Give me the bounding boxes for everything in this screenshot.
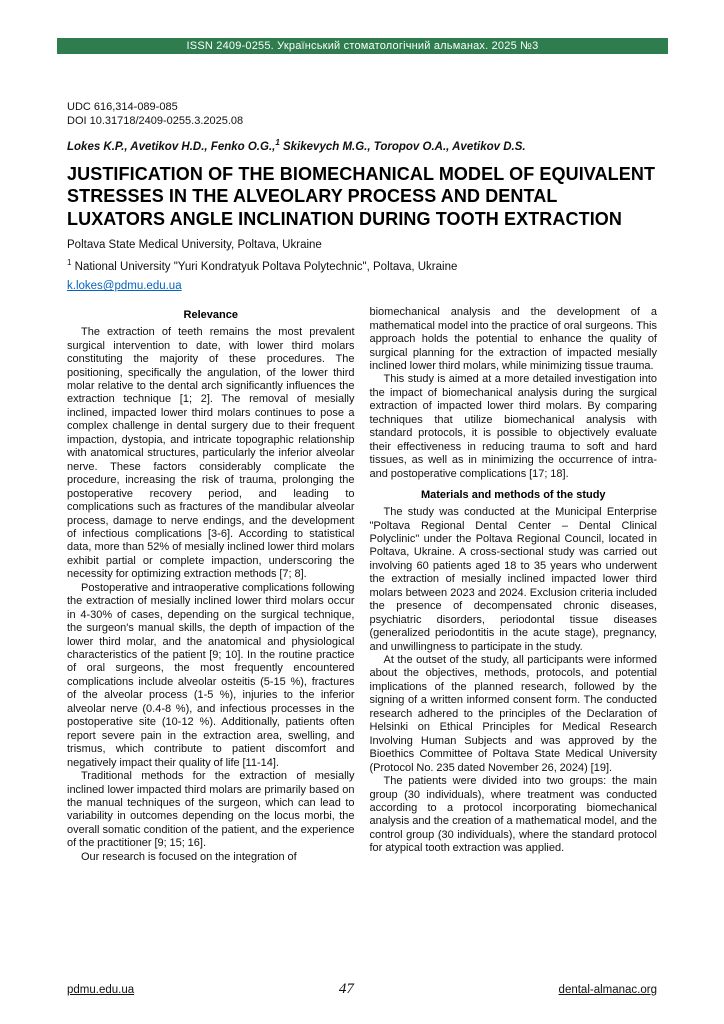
article-content: [67, 100, 657, 864]
relevance-paragraph-2: Postoperative and intraoperative complications following the extraction of mesially inclined lower third molars occur in 4-30% of cases, depending on the surgical technique, the surgeon's manual skills, the depth of impaction of the lower third molar, and the anatomical and physiological characteristics of the patient [9; 10]. In the routine practice of oral surgeons, the most frequently encountered complications include alveolar osteitis (5-15 %), fractures of the alveolar process (1-5 %), injuries to the inferior alveolar nerve (0.4-8 %), and infectious processes in the postoperative site (10-12 %). Additionally, patients often report severe pain in the extraction area, swelling, and trismus, which contribute to patient discomfort and negatively impact their quality of life [11-14].: [67, 581, 355, 769]
study-aim-paragraph: This study is aimed at a more detailed investigation into the impact of biomechanical analysis during the surgical extraction of impacted lower third molars. By comparing techniques that utilize biomechanical analysis with standard protocols, it is possible to objectively evaluate their effectiveness in reducing trauma to soft and hard tissues, as well as in minimizing the occurrence of intra- and postoperative complications [17; 18].: [369, 373, 657, 480]
affiliation-primary: Poltava State Medical University, Poltava, Ukraine: [67, 239, 322, 252]
udc-number: UDC 616,314-089-085: [67, 101, 178, 113]
materials-paragraph-2: At the outset of the study, all participants were informed about the objectives, methods, protocols, and potential implications of the planned research, followed by the signing of a written informed consent form. The conducted research adhered to the principles of the Declaration of Helsinki on Ethical Principles for Medical Research Involving Human Subjects and was approved by the Bioethics Committee of Poltava State Medical University (Protocol No. 235 dated November 26, 2024) [19].: [369, 654, 657, 774]
section-heading-relevance: Relevance: [183, 309, 238, 322]
author-email-link[interactable]: k.lokes@pdmu.edu.ua: [67, 280, 182, 293]
page-number: 47: [338, 981, 354, 997]
journal-issn-text: ISSN 2409-0255. Український стоматологічний альманах. 2025 №3: [186, 40, 539, 52]
authors-line: [67, 136, 657, 154]
affiliation-secondary-text: National University "Yuri Kondratyuk Poltava Polytechnic", Poltava, Ukraine: [71, 261, 458, 274]
materials-paragraph-1: The study was conducted at the Municipal Enterprise "Poltava Regional Dental Center – Dental Clinical Polyclinic" under the Poltava Regional Council, located in Poltava, Ukraine. A cross-sectional study was carried out involving 60 patients aged 18 to 35 years who underwent the extraction of mesially inclined impacted lower third molars between 2023 and 2024. Exclusion criteria included the presence of decompensated chronic diseases, psychiatric disorders, periodontal tissue diseases (generalized periodontitis in the acute stage), pregnancy, and unwillingness to participate in the study.: [369, 506, 657, 653]
university-site-link[interactable]: pdmu.edu.ua: [67, 984, 135, 996]
section-heading-materials: Materials and methods of the study: [420, 489, 606, 502]
two-column-body: [67, 306, 657, 864]
relevance-continuation-paragraph: biomechanical analysis and the development of a mathematical model into the practice of oral surgeons. This approach holds the potential to enhance the quality of surgical planning for the extraction of impacted mesially inclined lower third molars, while minimizing tissue trauma.: [369, 306, 657, 372]
relevance-paragraph-4: Our research is focused on the integration of: [81, 850, 297, 863]
materials-paragraph-3: The patients were divided into two groups: the main group (30 individuals), where treatment was conducted according to a protocol incorporating biomechanical analysis and the creation of a mathematical model, and the control group (30 individuals), where the standard protocol for atypical tooth extraction was applied.: [369, 775, 657, 855]
left-column: [67, 306, 355, 864]
relevance-paragraph-1: The extraction of teeth remains the most prevalent surgical intervention to date, with lower third molars constituting the majority of these procedures. The positioning, specifically the angulation, of the lower third molar relative to the dental arch significantly influences the extraction technique [1; 2]. The removal of mesially inclined, impacted lower third molars continues to pose a complex challenge in dental surgery due to their frequent impaction, dystopia, and intricate topographic relationship with anatomical structures, particularly the inferior alveolar nerve. These factors considerably complicate the procedure, increasing the risk of trauma, prolonging the postoperative recovery period, and leading to complications such as fractures of the mandibular alveolar process, damage to nerve endings, and the development of infectious complications [3-6]. According to statistical data, more than 52% of mesially inclined lower third molars exhibit partial or complete impaction, underscoring the necessity for optimizing extraction methods [7; 8].: [67, 326, 355, 581]
authors-superscript: 1: [275, 138, 280, 147]
page-footer: [67, 981, 657, 998]
relevance-paragraph-3: Traditional methods for the extraction of mesially inclined lower impacted third molars are primarily based on the manual techniques of the surgeon, which can lead to variability in outcomes depending on the locus morbi, the overall somatic condition of the patient, and the experience of the practitioner [9; 15; 16].: [67, 770, 355, 850]
journal-header-bar: [57, 38, 668, 54]
affiliation-superscript: 1: [67, 258, 72, 268]
doi-number: DOI 10.31718/2409-0255.3.2025.08: [67, 115, 244, 127]
article-title: JUSTIFICATION OF THE BIOMECHANICAL MODEL OF EQUIVALENT STRESSES IN THE ALVEOLARY PROCESS AND DENTAL LUXATORS ANGLE INCLINATION DURING TOOTH EXTRACTION: [67, 163, 656, 229]
authors-part2: Skikevych M.G., Toropov O.A., Avetikov D.S.: [279, 140, 526, 153]
affiliation-secondary: [67, 254, 657, 276]
right-column: [370, 306, 658, 864]
journal-site-link[interactable]: dental-almanac.org: [558, 984, 657, 996]
authors-part1: Lokes K.P., Avetikov H.D., Fenko O.G.,: [67, 140, 276, 153]
